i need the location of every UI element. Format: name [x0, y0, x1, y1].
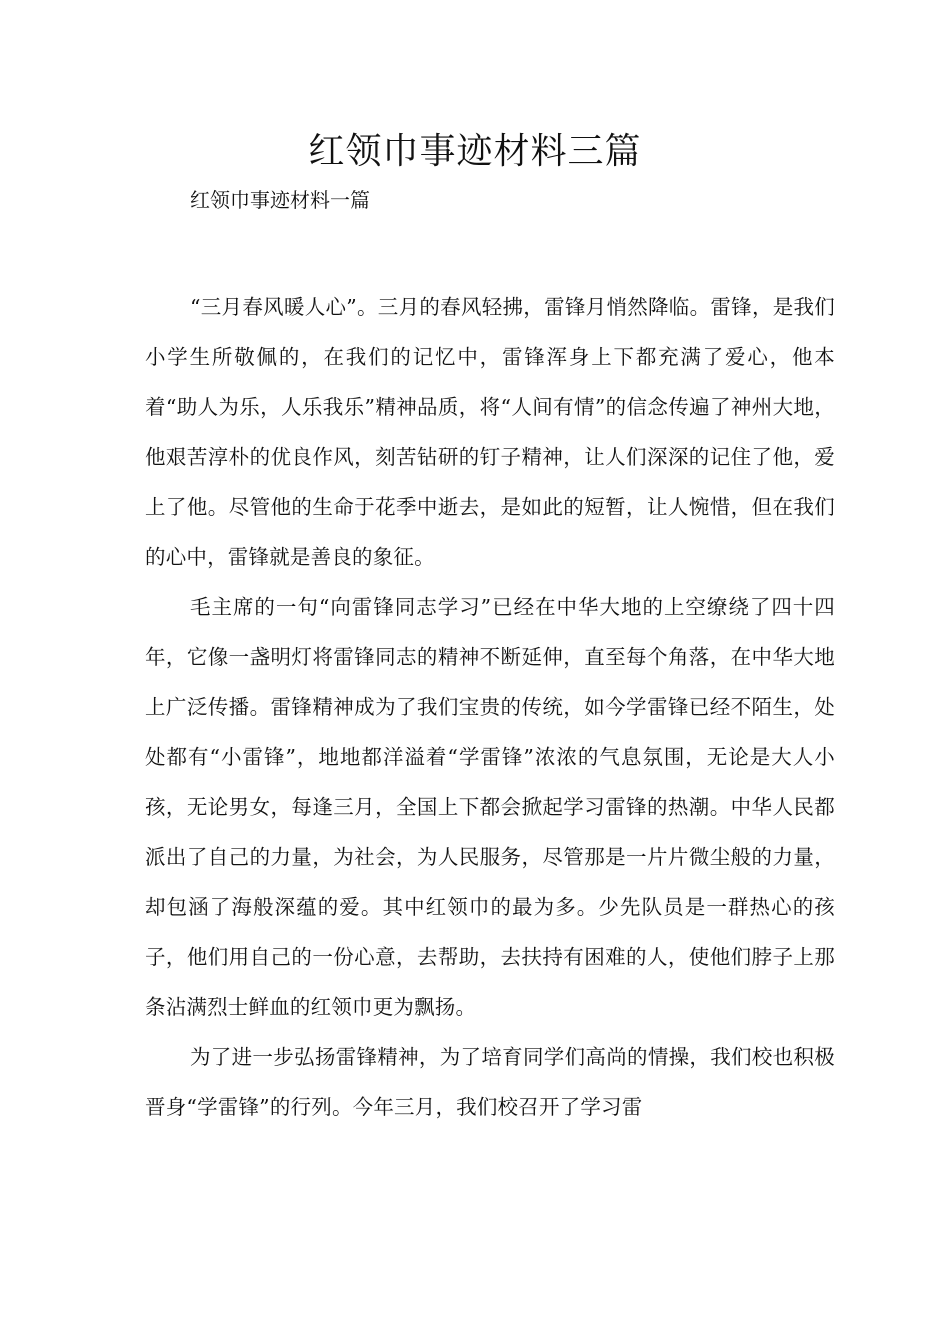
document-subtitle: 红领巾事迹材料一篇 [190, 188, 370, 212]
paragraph: 为了进一步弘扬雷锋精神，为了培育同学们高尚的情操，我们校也积极晋身“学雷锋”的行列。今年三月，我们校召开了学习雷 [145, 1045, 835, 1119]
document-body [145, 282, 835, 1132]
document-title: 红领巾事迹材料三篇 [308, 131, 642, 172]
paragraph: “三月春风暖人心”。三月的春风轻拂，雷锋月悄然降临。雷锋，是我们小学生所敬佩的，在我们的记忆中，雷锋浑身上下都充满了爱心，他本着“助人为乐，人乐我乐”精神品质，将“人间有情”的信念传遍了神州大地，他艰苦淳朴的优良作风，刻苦钻研的钉子精神，让人们深深的记住了他，爱上了他。尽管他的生命于花季中逝去，是如此的短暂，让人惋惜，但在我们的心中，雷锋就是善良的象征。 [145, 295, 835, 569]
paragraph: 毛主席的一句“向雷锋同志学习”已经在中华大地的上空缭绕了四十四年，它像一盏明灯将雷锋同志的精神不断延伸，直至每个角落，在中华大地上广泛传播。雷锋精神成为了我们宝贵的传统，如今学雷锋已经不陌生，处处都有“小雷锋”，地地都洋溢着“学雷锋”浓浓的气息氛围，无论是大人小孩，无论男女，每逢三月，全国上下都会掀起学习雷锋的热潮。中华人民都派出了自己的力量，为社会，为人民服务，尽管那是一片片微尘般的力量，却包涵了海般深蕴的爱。其中红领巾的最为多。少先队员是一群热心的孩子，他们用自己的一份心意，去帮助，去扶持有困难的人，使他们脖子上那条沾满烈士鲜血的红领巾更为飘扬。 [145, 595, 835, 1019]
